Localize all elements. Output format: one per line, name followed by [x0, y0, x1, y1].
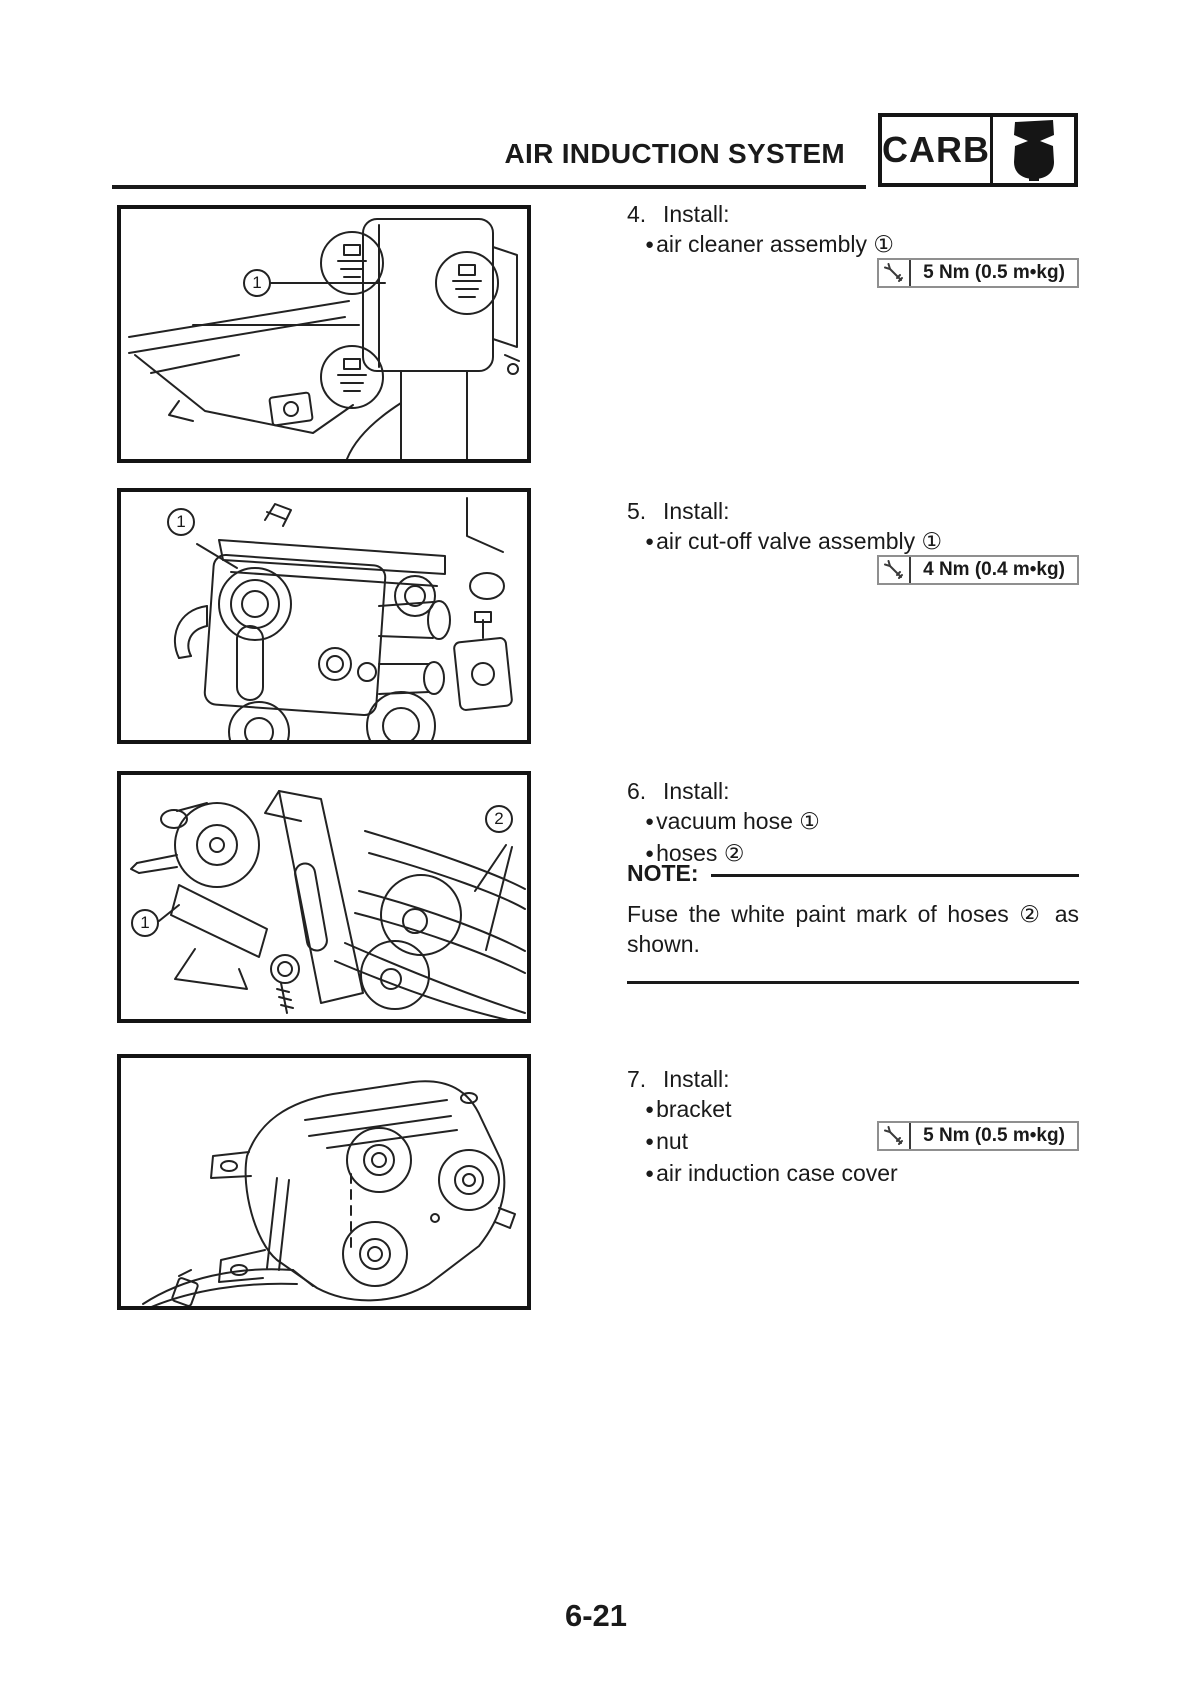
page-number: 6-21: [564, 1598, 628, 1633]
torque-value: 5 Nm (0.5 m•kg): [923, 1125, 1065, 1146]
step-number: 7.: [627, 1066, 647, 1092]
step-4: [627, 200, 1079, 262]
torque-wrench-icon: [879, 557, 911, 583]
figure-air-cleaner-assembly: [117, 205, 531, 463]
note-head-rule: [711, 874, 1079, 877]
carb-tab-label: CARB: [882, 117, 993, 183]
note-bottom-rule: [627, 981, 1079, 984]
step-item: ● vacuum hose ①: [645, 807, 1079, 839]
technical-drawing-vacuum-hoses: [121, 775, 527, 1019]
step-item: ● air cut-off valve assembly ①: [645, 527, 1079, 559]
step-item: ● air induction case cover: [645, 1159, 1079, 1191]
torque-wrench-icon: [879, 1123, 911, 1149]
step-action: Install:: [663, 1066, 730, 1092]
figure-air-induction-case-cover: [117, 1054, 531, 1310]
technical-drawing-case-cover: [121, 1058, 527, 1306]
note-block: [627, 860, 1079, 984]
callout-1: 1: [131, 909, 159, 937]
step-number: 4.: [627, 201, 647, 227]
step-number: 5.: [627, 498, 647, 524]
header-rule: [112, 185, 866, 189]
step-6: [627, 777, 1079, 871]
step-item: ● nut: [645, 1127, 1079, 1159]
step-action: Install:: [663, 201, 730, 227]
torque-spec-step-5: [877, 555, 1079, 585]
step-action: Install:: [663, 778, 730, 804]
carburetor-icon: [993, 117, 1074, 183]
wrench-glyph: [883, 559, 905, 581]
callout-1: 1: [167, 508, 195, 536]
wrench-glyph: [883, 1125, 905, 1147]
torque-spec-step-4: [877, 258, 1079, 288]
note-text-line-2: shown.: [627, 931, 700, 957]
technical-drawing-air-cleaner: [121, 209, 527, 459]
torque-value: 4 Nm (0.4 m•kg): [923, 559, 1065, 580]
step-item: ● bracket: [645, 1095, 1079, 1127]
step-item: ● air cleaner assembly ①: [645, 230, 1079, 262]
note-label: NOTE:: [627, 860, 699, 886]
carburetor-icon-glyph: [1007, 119, 1061, 181]
figure-vacuum-hoses: [117, 771, 531, 1023]
step-number: 6.: [627, 778, 647, 804]
step-action: Install:: [663, 498, 730, 524]
torque-spec-step-7: [877, 1121, 1079, 1151]
callout-1: 1: [243, 269, 271, 297]
figure-air-cut-off-valve: [117, 488, 531, 744]
callout-2: 2: [485, 805, 513, 833]
page-title: AIR INDUCTION SYSTEM: [504, 138, 845, 169]
carb-tab: [878, 113, 1078, 187]
note-text-line-1: Fuse the white paint mark of hoses ② as: [627, 901, 1079, 927]
step-item: ● hoses ②: [645, 839, 1079, 871]
step-5: [627, 497, 1079, 559]
wrench-glyph: [883, 262, 905, 284]
torque-wrench-icon: [879, 260, 911, 286]
torque-value: 5 Nm (0.5 m•kg): [923, 262, 1065, 283]
